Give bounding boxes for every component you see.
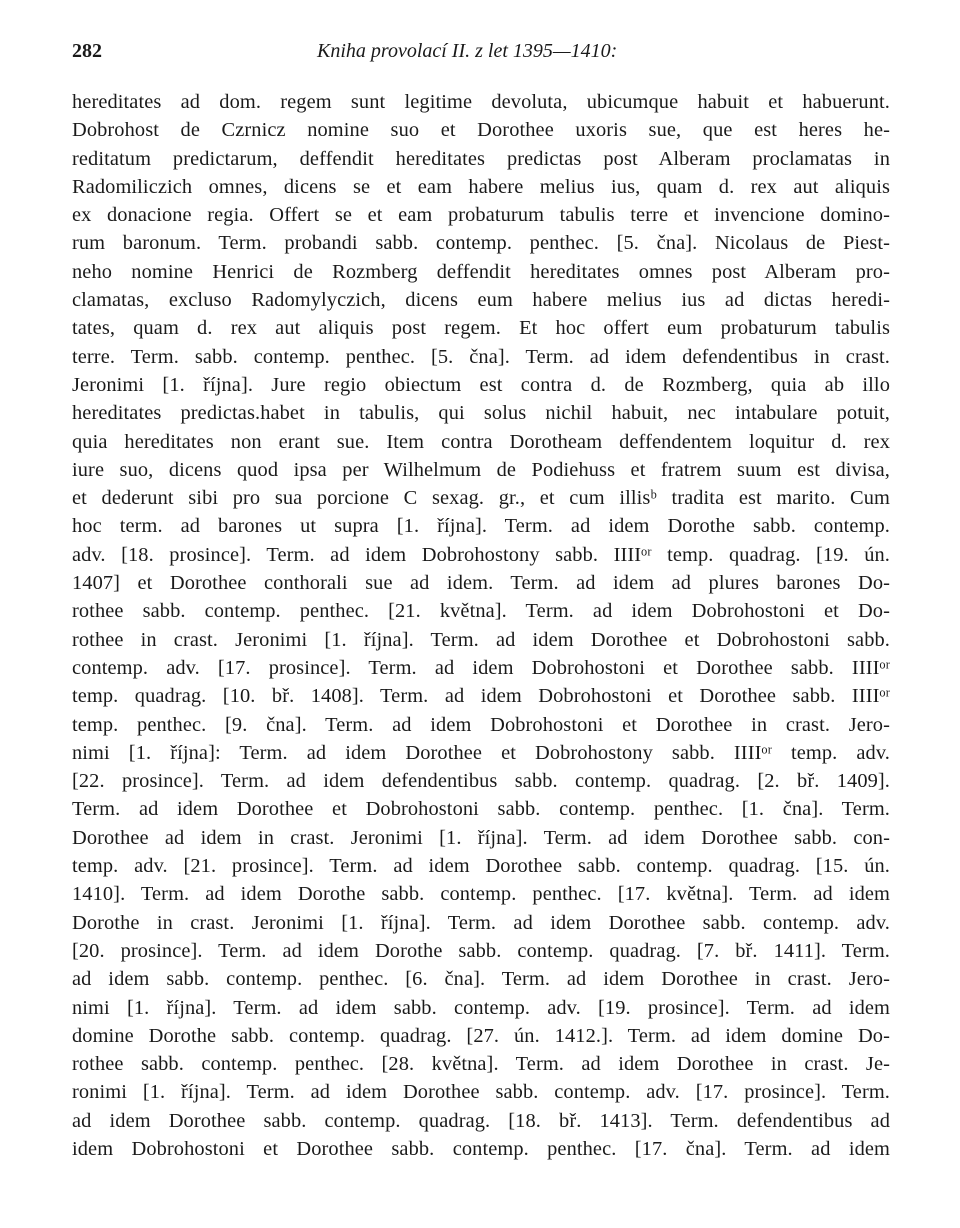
text-line: hereditates ad dom. regem sunt legitime devoluta, ubicumque habuit et habuerunt. xyxy=(72,91,890,113)
text-line: terre. Term. sabb. contemp. penthec. [5. čna]. Term. ad idem defendentibus in crast. xyxy=(72,345,890,368)
text-line: nimi [1. října]. Term. ad idem sabb. contemp. adv. [19. prosince]. Term. ad idem xyxy=(72,996,890,1019)
text-line: 1407] et Dorothee conthorali sue ad idem. Term. ad idem ad plures barones Do- xyxy=(72,572,890,595)
text-line: temp. quadrag. [10. bř. 1408]. Term. ad idem Dobrohostoni et Dorothee sabb. IIIIᵒʳ xyxy=(72,685,890,708)
text-line: hereditates predictas.habet in tabulis, qui solus nichil habuit, nec intabulare potuit, xyxy=(72,402,890,425)
text-line: Jeronimi [1. října]. Jure regio obiectum est contra d. de Rozmberg, quia ab illo xyxy=(72,373,890,396)
text-line: temp. penthec. [9. čna]. Term. ad idem Dobrohostoni et Dorothee in crast. Jero- xyxy=(72,713,890,736)
text-line: Dobrohost de Czrnicz nomine suo et Dorothee uxoris sue, que est heres he- xyxy=(72,119,890,142)
document-page xyxy=(72,40,890,1163)
text-line: iure suo, dicens quod ipsa per Wilhelmum de Podiehuss et fratrem suum est divisa, xyxy=(72,458,890,481)
text-line: hoc term. ad barones ut supra [1. října]. Term. ad idem Dorothe sabb. contemp. xyxy=(72,515,890,538)
text-line: reditatum predictarum, deffendit hereditates predictas post Alberam proclamatas in xyxy=(72,147,890,170)
text-line: Term. ad idem Dorothee et Dobrohostoni sabb. contemp. penthec. [1. čna]. Term. xyxy=(72,798,890,821)
text-line: rothee in crast. Jeronimi [1. října]. Term. ad idem Dorothee et Dobrohostoni sabb. xyxy=(72,628,890,651)
text-line: 1410]. Term. ad idem Dorothe sabb. contemp. penthec. [17. května]. Term. ad idem xyxy=(72,883,890,906)
running-title: Kniha provolací II. z let 1395—1410: xyxy=(317,40,618,62)
text-line: ex donacione regia. Offert se et eam probaturum tabulis terre et invencione domino- xyxy=(72,204,890,227)
page-number: 282 xyxy=(72,40,102,62)
text-line: nimi [1. října]: Term. ad idem Dorothee et Dobrohostony sabb. IIIIᵒʳ temp. adv. xyxy=(72,741,890,764)
text-line: [20. prosince]. Term. ad idem Dorothe sabb. contemp. quadrag. [7. bř. 1411]. Term. xyxy=(72,939,890,962)
text-line: Dorothe in crast. Jeronimi [1. října]. Term. ad idem Dorothee sabb. contemp. adv. xyxy=(72,911,890,934)
text-line: idem Dobrohostoni et Dorothee sabb. contemp. penthec. [17. čna]. Term. ad idem xyxy=(72,1137,890,1160)
text-line: ad idem Dorothee sabb. contemp. quadrag. [18. bř. 1413]. Term. defendentibus ad xyxy=(72,1109,890,1132)
text-line: ad idem sabb. contemp. penthec. [6. čna]. Term. ad idem Dorothee in crast. Jero- xyxy=(72,968,890,991)
text-line: temp. adv. [21. prosince]. Term. ad idem Dorothee sabb. contemp. quadrag. [15. ún. xyxy=(72,855,890,878)
text-line: Radomiliczich omnes, dicens se et eam habere melius ius, quam d. rex aut aliquis xyxy=(72,175,890,198)
text-line: quia hereditates non erant sue. Item contra Dorotheam deffendentem loquitur d. rex xyxy=(72,430,890,453)
text-line: adv. [18. prosince]. Term. ad idem Dobrohostony sabb. IIIIᵒʳ temp. quadrag. [19. ún. xyxy=(72,543,890,566)
body-text xyxy=(72,88,890,1163)
text-line: neho nomine Henrici de Rozmberg deffendit hereditates omnes post Alberam pro- xyxy=(72,260,890,283)
text-line: tates, quam d. rex aut aliquis post regem. Et hoc offert eum probaturum tabulis xyxy=(72,317,890,340)
text-line: rum baronum. Term. probandi sabb. contemp. penthec. [5. čna]. Nicolaus de Piest- xyxy=(72,232,890,255)
text-line: et dederunt sibi pro sua porcione C sexag. gr., et cum illisᵇ tradita est marito. Cum xyxy=(72,487,890,510)
text-line: domine Dorothe sabb. contemp. quadrag. [27. ún. 1412.]. Term. ad idem domine Do- xyxy=(72,1024,890,1047)
page-header xyxy=(72,40,890,70)
text-line: rothee sabb. contemp. penthec. [28. května]. Term. ad idem Dorothee in crast. Je- xyxy=(72,1053,890,1076)
text-line: clamatas, excluso Radomylyczich, dicens eum habere melius ius ad dictas heredi- xyxy=(72,289,890,312)
text-line: rothee sabb. contemp. penthec. [21. května]. Term. ad idem Dobrohostoni et Do- xyxy=(72,600,890,623)
text-line: Dorothee ad idem in crast. Jeronimi [1. října]. Term. ad idem Dorothee sabb. con- xyxy=(72,826,890,849)
text-line: contemp. adv. [17. prosince]. Term. ad idem Dobrohostoni et Dorothee sabb. IIIIᵒʳ xyxy=(72,656,890,679)
text-line: ronimi [1. října]. Term. ad idem Dorothee sabb. contemp. adv. [17. prosince]. Term. xyxy=(72,1081,890,1104)
text-line: [22. prosince]. Term. ad idem defendentibus sabb. contemp. quadrag. [2. bř. 1409]. xyxy=(72,770,890,793)
